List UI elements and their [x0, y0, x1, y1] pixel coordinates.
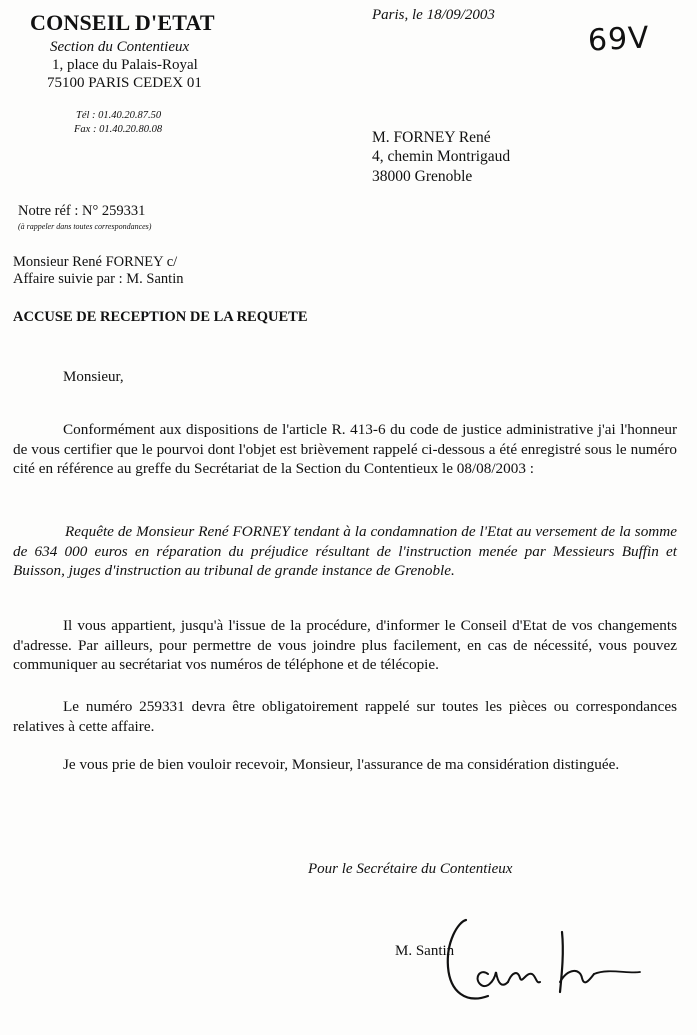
- case-title: Monsieur René FORNEY c/: [13, 254, 178, 270]
- closing-paragraph: Je vous prie de bien vouloir recevoir, Monsieur, l'assurance de ma considération distinguée.: [63, 756, 620, 774]
- request-summary-paragraph: Requête de Monsieur René FORNEY tendant à la condamnation de l'Etat au versement de la somme de 634 000 euros en réparation du préjudice résultant de l'instruction menée par Messieurs Buffin et Buisson, juges d'instruction au tribunal de grande instance de Grenoble.: [13, 523, 677, 580]
- recipient-name: M. FORNEY René: [372, 129, 491, 146]
- recipient-street: 4, chemin Montrigaud: [372, 148, 511, 165]
- reference-number: Notre réf : N° 259331: [18, 203, 146, 219]
- sender-address-line1: 1, place du Palais-Royal: [52, 57, 198, 73]
- sender-phone: Tél : 01.40.20.87.50: [76, 110, 162, 121]
- handwritten-signature: [428, 912, 653, 1012]
- letter-date: Paris, le 18/09/2003: [372, 7, 495, 23]
- document-title: ACCUSE DE RECEPTION DE LA REQUETE: [13, 309, 308, 325]
- body-paragraph: Le numéro 259331 devra être obligatoirement rappelé sur toutes les pièces ou correspondances relatives à cette affaire.: [13, 698, 677, 735]
- recipient-city: 38000 Grenoble: [372, 168, 473, 185]
- body-paragraph: Conformément aux dispositions de l'article R. 413-6 du code de justice administrative j'ai l'honneur de vous certifier que le pourvoi dont l'objet est brièvement rappelé ci-dessous a été enregistré sous le numéro cité en référence au greffe du Secrétariat de la Section du Contentieux le 08/08/2003 :: [13, 421, 677, 478]
- organization-name: CONSEIL D'ETAT: [30, 10, 215, 35]
- body-paragraph: Il vous appartient, jusqu'à l'issue de la procédure, d'informer le Conseil d'Etat de vos changements d'adresse. Par ailleurs, pour permettre de vous joindre plus facilement, en cas de nécessité, vous pouvez communiquer au secrétariat vos numéros de téléphone et de télécopie.: [13, 617, 677, 674]
- signature-title: Pour le Secrétaire du Contentieux: [308, 861, 513, 877]
- signer-name: M. Santin: [395, 943, 455, 959]
- salutation: Monsieur,: [63, 369, 124, 385]
- sender-address-line2: 75100 PARIS CEDEX 01: [47, 75, 202, 91]
- case-followed-by: Affaire suivie par : M. Santin: [13, 271, 184, 287]
- handwritten-annotation: 69V: [587, 20, 651, 59]
- sender-fax: Fax : 01.40.20.80.08: [74, 124, 163, 135]
- reference-note: (à rappeler dans toutes correspondances): [18, 222, 152, 231]
- section-name: Section du Contentieux: [50, 39, 190, 55]
